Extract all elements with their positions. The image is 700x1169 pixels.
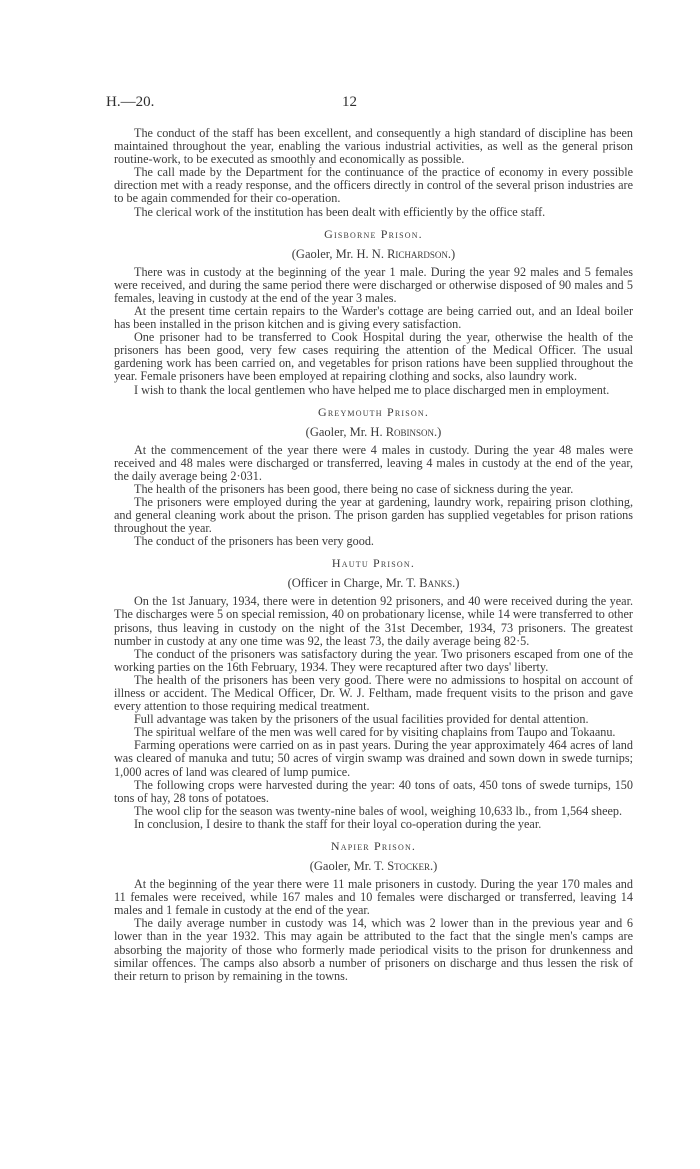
intro-paragraph: The call made by the Department for the continuance of the practice of economy in every possible direction met with a ready response, and the officers directly in control of the several prison industries are to be again commended for their co-operation. bbox=[114, 165, 633, 206]
intro-block bbox=[114, 127, 633, 219]
section-paragraph: In conclusion, I desire to thank the staff for their loyal co-operation during the year. bbox=[134, 816, 542, 831]
officer-name: Robinson bbox=[385, 424, 435, 439]
section-officer bbox=[114, 425, 633, 439]
intro-paragraph: The clerical work of the institution has been dealt with efficiently by the office staff. bbox=[134, 204, 546, 219]
officer-suffix: .) bbox=[447, 246, 456, 261]
section-paragraph: The following crops were harvested during the year: 40 tons of oats, 450 tons of swede turnips, 150 tons of hay, 28 tons of potatoes. bbox=[114, 777, 633, 805]
officer-name: Banks bbox=[419, 576, 453, 591]
officer-prefix: (Gaoler, Mr. H. N. bbox=[291, 246, 388, 261]
officer-suffix: .) bbox=[452, 576, 460, 591]
section-paragraph: The daily average number in custody was 14, which was 2 lower than in the previous year and 6 lower than in the year 1932. This may again be attributed to the fact that the single men's camps are absorbing the majority of those who formerly made periodical visits to the prison for drunkenness and similar offences. The camps also absorb a number of prisoners on discharge and thus lessen the risk of their return to prison by remaining in the towns. bbox=[114, 916, 633, 983]
section-officer bbox=[114, 576, 633, 590]
section-paragraph: I wish to thank the local gentlemen who have helped me to place discharged men in employment. bbox=[134, 382, 610, 397]
section-officer bbox=[114, 859, 633, 873]
page-number: 12 bbox=[342, 94, 357, 110]
section-paragraph: The prisoners were employed during the year at gardening, laundry work, repairing prison clothing, and general cleaning work about the prison. The prison garden has supplied vegetables for prison rations throughout the year. bbox=[114, 494, 633, 536]
section-paragraph: On the 1st January, 1934, there were in detention 92 prisoners, and 40 were received during the year. The discharges were 5 on special remission, 40 on probationary license, while 14 were transferred to other prisons, thus leaving in custody on the night of the 31st December, 1934, 73 prisoners. The greatest number in custody at any one time was 92, the least 73, the daily average being 82·5. bbox=[114, 594, 633, 648]
section-paragraph: The wool clip for the season was twenty-nine bales of wool, weighing 10,633 lb., from 1,564 sheep. bbox=[134, 803, 623, 818]
section-title: Gisborne Prison. bbox=[324, 226, 423, 241]
section-officer bbox=[114, 247, 633, 261]
page-header bbox=[106, 94, 634, 114]
page-body bbox=[114, 127, 633, 983]
section-paragraph: At the commencement of the year there were 4 males in custody. During the year 48 males were received and 48 males were discharged or transferred, leaving 4 males in custody at the end of the year, the daily average being 2·031. bbox=[114, 442, 633, 483]
report-reference: H.—20. bbox=[106, 94, 155, 110]
section-paragraph: The health of the prisoners has been very good. There were no admissions to hospital on account of illness or accident. The Medical Officer, Dr. W. J. Feltham, made frequent visits to the prison and gave every attention to those requiring medical treatment. bbox=[114, 672, 633, 714]
officer-suffix: .) bbox=[430, 859, 438, 874]
officer-name: Richardson bbox=[387, 246, 448, 261]
section-title: Napier Prison. bbox=[330, 839, 417, 854]
section-paragraph: Farming operations were carried on as in past years. During the year approximately 464 acres of land was cleared of manuka and tutu; 50 acres of virgin swamp was drained and sown down in swede turnips; 1,000 acres of land was cleared of lump pumice. bbox=[114, 738, 633, 779]
section-paragraph: The conduct of the prisoners has been very good. bbox=[134, 534, 374, 549]
section-title: Greymouth Prison. bbox=[317, 404, 430, 419]
section-hautu-prison bbox=[114, 556, 633, 831]
section-paragraph: One prisoner had to be transferred to Cook Hospital during the year, otherwise the health of the prisoners has been good, very few cases requiring the attention of the Medical Officer. The usual gardening work has been carried on, and vegetables for prison rations have been supplied throughout the year. Female prisoners have been employed at repairing clothing and socks, also laundry work. bbox=[114, 330, 633, 384]
section-title: Hautu Prison. bbox=[331, 556, 416, 571]
officer-suffix: .) bbox=[434, 424, 442, 439]
section-paragraph: There was in custody at the beginning of the year 1 male. During the year 92 males and 5 females were received, and during the same period there were discharged or otherwise disposed of 90 males and 5 females, leaving in custody at the end of the year 3 males. bbox=[114, 264, 633, 305]
officer-prefix: (Gaoler, Mr. T. bbox=[309, 859, 388, 874]
section-paragraph: At the beginning of the year there were 11 male prisoners in custody. During the year 170 males and 11 females were received, while 167 males and 10 females were discharged or transferred, leaving 14 males and 1 female in custody at the end of the year. bbox=[114, 877, 633, 918]
officer-prefix: (Gaoler, Mr. H. bbox=[305, 424, 386, 439]
section-greymouth-prison bbox=[114, 405, 633, 549]
section-paragraph: The health of the prisoners has been good, there being no case of sickness during the year. bbox=[134, 481, 574, 496]
section-paragraph: Full advantage was taken by the prisoners of the usual facilities provided for dental attention. bbox=[134, 712, 589, 727]
section-napier-prison bbox=[114, 839, 633, 983]
section-paragraph: The conduct of the prisoners was satisfactory during the year. Two prisoners escaped from one of the working parties on the 16th February, 1934. They were recaptured after two days' liberty. bbox=[114, 646, 633, 674]
section-paragraph: At the present time certain repairs to the Warder's cottage are being carried out, and an Ideal boiler has been installed in the prison kitchen and is giving every satisfaction. bbox=[114, 303, 633, 332]
section-gisborne-prison bbox=[114, 227, 633, 397]
officer-prefix: (Officer in Charge, Mr. T. bbox=[287, 576, 420, 591]
section-paragraph: The spiritual welfare of the men was well cared for by visiting chaplains from Taupo and Tokaanu. bbox=[134, 725, 616, 740]
intro-paragraph: The conduct of the staff has been excellent, and consequently a high standard of discipline has been maintained throughout the year, enabling the various industrial activities, as well as the general prison routine-work, to be executed as smoothly and economically as possible. bbox=[114, 126, 633, 167]
officer-name: Stocker bbox=[387, 859, 430, 874]
